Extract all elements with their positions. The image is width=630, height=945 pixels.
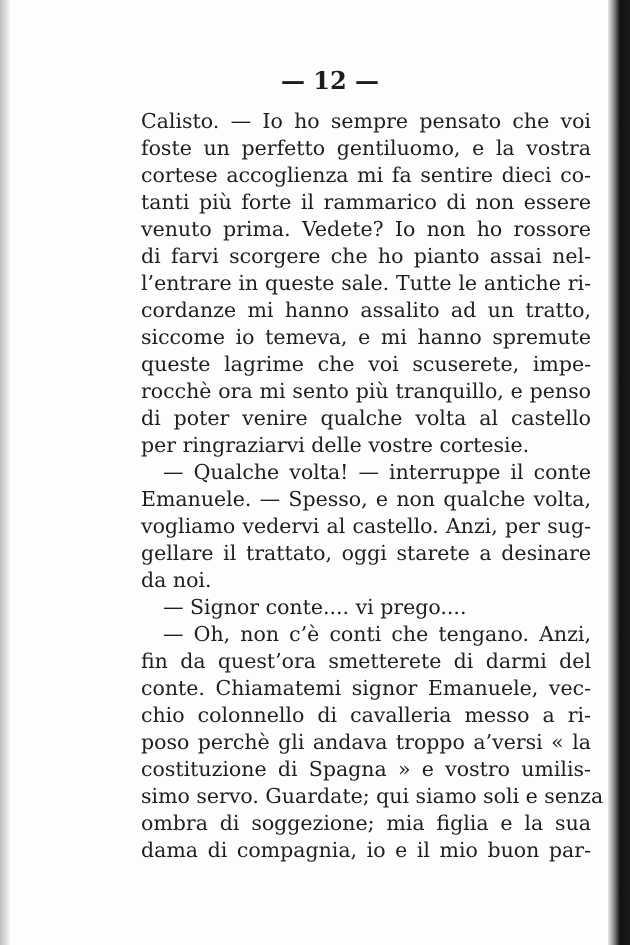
text-line: Calisto. — Io ho sempre pensato che voi — [141, 109, 591, 133]
text-line: ombra di soggezione; mia figlia e la sua — [141, 811, 591, 835]
body-text — [141, 108, 604, 864]
text-line: l’entrare in queste sale. Tutte le antiche ri- — [141, 271, 591, 295]
text-line: — Oh, non c’è conti che tengano. Anzi, — [163, 622, 591, 646]
text-line: costituzione di Spagna » e vostro umilis- — [141, 757, 591, 781]
text-line: gellare il trattato, oggi starete a desinare — [141, 541, 591, 565]
text-line: vogliamo vedervi al castello. Anzi, per sug- — [141, 514, 591, 538]
text-line: — Signor conte.... vi prego.... — [163, 595, 467, 619]
text-line: siccome io temeva, e mi hanno spremute — [141, 325, 591, 349]
text-line: queste lagrime che voi scuserete, impe- — [141, 352, 591, 376]
text-line: da noi. — [141, 568, 212, 592]
text-line: cortese accoglienza mi fa sentire dieci co- — [141, 163, 591, 187]
text-line: poso perchè gli andava troppo a’versi « la — [141, 730, 591, 754]
text-line: chio colonnello di cavalleria messo a ri- — [141, 703, 591, 727]
text-line: rocchè ora mi sento più tranquillo, e penso — [141, 379, 591, 403]
text-line: dama di compagnia, io e il mio buon par- — [141, 838, 591, 862]
text-line: conte. Chiamatemi signor Emanuele, vec- — [141, 676, 591, 700]
text-line: di poter venire qualche volta al castello — [141, 406, 591, 430]
page-gutter-shadow — [0, 0, 10, 945]
text-line: fin da quest’ora smetterete di darmi del — [141, 649, 591, 673]
text-line: simo servo. Guardate; qui siamo soli e senza — [141, 784, 604, 808]
text-line: per ringraziarvi delle vostre cortesie. — [141, 433, 530, 457]
text-line: di farvi scorgere che ho pianto assai nel- — [141, 244, 591, 268]
text-line: Emanuele. — Spesso, e non qualche volta, — [141, 487, 591, 511]
text-line: cordanze mi hanno assalito ad un tratto, — [141, 298, 591, 322]
text-line: tanti più forte il rammarico di non essere — [141, 190, 591, 214]
text-line: — Qualche volta! — interruppe il conte — [163, 460, 591, 484]
page-edge-border — [608, 0, 630, 945]
page-number: — 12 — — [280, 66, 380, 95]
text-line: foste un perfetto gentiluomo, e la vostra — [141, 136, 591, 160]
text-line: venuto prima. Vedete? Io non ho rossore — [141, 217, 591, 241]
